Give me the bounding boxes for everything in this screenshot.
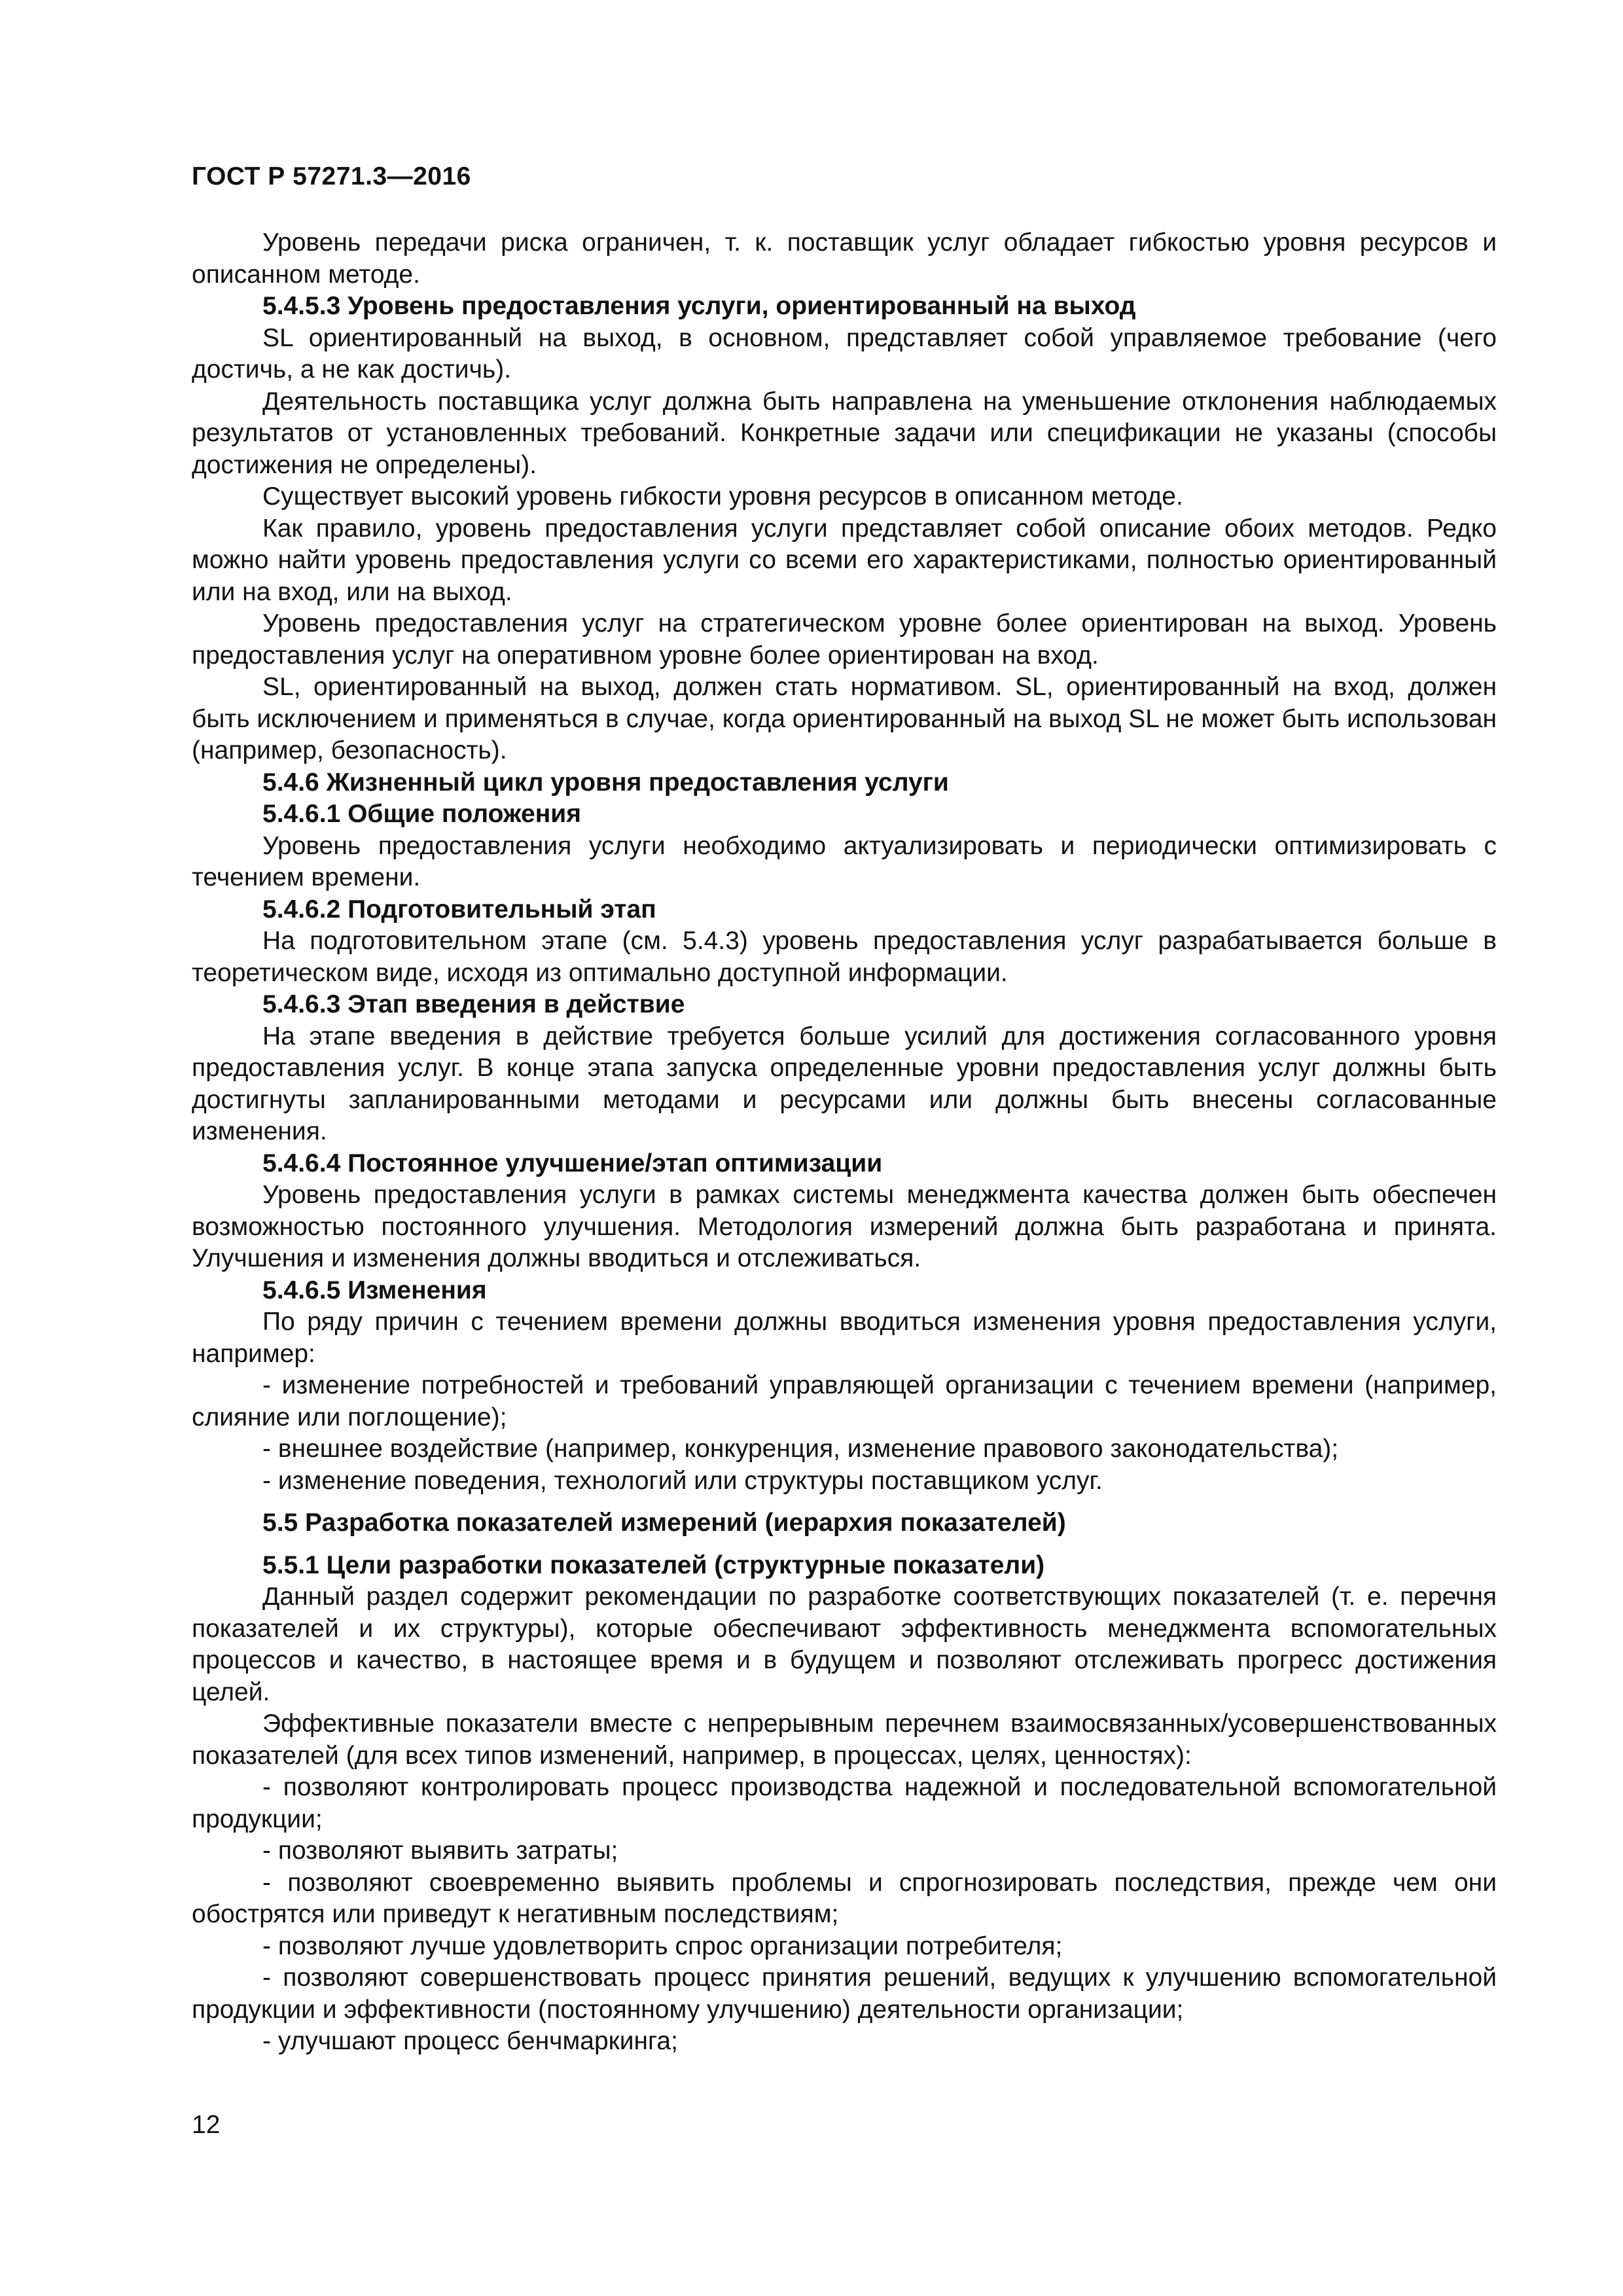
paragraph: Как правило, уровень предоставления услуги представляет собой описание обоих методов. Редко можно найти уровень предоставления услуги со всеми его характеристиками, полностью ориентированный или на вход, или на выход.: [192, 514, 1497, 606]
paragraph: Деятельность поставщика услуг должна быть направлена на уменьшение отклонения наблюдаемых результатов от установленных требований. Конкретные задачи или спецификации не указаны (способы достижения не определены).: [192, 387, 1497, 479]
paragraph: На подготовительном этапе (см. 5.4.3) уровень предоставления услуг разрабатывается больше в теоретическом виде, исходя из оптимально доступной информации.: [192, 927, 1497, 987]
section-heading: 5.4.6.3 Этап введения в действие: [262, 990, 685, 1018]
list-item: - улучшают процесс бенчмаркинга;: [262, 2027, 678, 2055]
list-item: - позволяют лучше удовлетворить спрос организации потребителя;: [262, 1931, 1063, 1960]
section-heading: 5.4.6 Жизненный цикл уровня предоставления услуги: [262, 768, 949, 797]
list-item: - позволяют своевременно выявить проблемы и спрогнозировать последствия, прежде чем они обострятся или приведут к негативным последствиям;: [192, 1868, 1497, 1928]
list-item: - позволяют выявить затраты;: [262, 1837, 618, 1865]
paragraph: Уровень передачи риска ограничен, т. к. поставщик услуг обладает гибкостью уровня ресурсов и описанном методе.: [192, 228, 1497, 289]
section-heading: 5.4.6.5 Изменения: [262, 1276, 487, 1304]
paragraph: На этапе введения в действие требуется больше усилий для достижения согласованного уровня предоставления услуг. В конце этапа запуска определенные уровни предоставления услуг должны быть достигнуты запланированными методами и ресурсами или должны быть внесены согласованные изменения.: [192, 1022, 1497, 1145]
paragraph: Уровень предоставления услуги в рамках системы менеджмента качества должен быть обеспечен возможностью постоянного улучшения. Методология измерений должна быть разработана и принята. Улучшения и изменения должны вводиться и отслеживаться.: [192, 1181, 1497, 1272]
paragraph: SL ориентированный на выход, в основном, представляет собой управляемое требование (чего достичь, а не как достичь).: [192, 323, 1497, 384]
paragraph: По ряду причин с течением времени должны вводиться изменения уровня предоставления услуги, например:: [192, 1308, 1497, 1368]
page-number: 12: [192, 2111, 221, 2139]
paragraph: Эффективные показатели вместе с непрерывным перечнем взаимосвязанных/усовершенствованных показателей (для всех типов изменений, например, в процессах, целях, ценностях):: [192, 1710, 1497, 1770]
paragraph: Данный раздел содержит рекомендации по разработке соответствующих показателей (т. е. перечня показателей и их структуры), которые обеспечивают эффективность менеджмента вспомогательных процессов и качество, в настоящее время и в будущем и позволяют отслеживать прогресс достижения целей.: [192, 1583, 1497, 1706]
paragraph: Уровень предоставления услуги необходимо актуализировать и периодически оптимизировать с течением времени.: [192, 831, 1497, 891]
paragraph: Уровень предоставления услуг на стратегическом уровне более ориентирован на выход. Уровень предоставления услуг на оперативном уровне более ориентирован на вход.: [192, 609, 1497, 670]
list-item: - позволяют контролировать процесс производства надежной и последовательной вспомогательной продукции;: [192, 1773, 1497, 1833]
section-heading: 5.5 Разработка показателей измерений (иерархия показателей): [262, 1509, 1066, 1537]
list-item: - изменение поведения, технологий или структуры поставщиком услуг.: [262, 1466, 1103, 1495]
section-heading: 5.4.5.3 Уровень предоставления услуги, ориентированный на выход: [262, 292, 1136, 320]
paragraph: SL, ориентированный на выход, должен стать нормативом. SL, ориентированный на вход, должен быть исключением и применяться в случае, когда ориентированный на выход SL не может быть использован (например, безопасность).: [192, 673, 1497, 764]
document-body: [192, 227, 1497, 2058]
list-item: - изменение потребностей и требований управляющей организации с течением времени (например, слияние или поглощение);: [192, 1371, 1497, 1431]
section-heading: 5.4.6.2 Подготовительный этап: [262, 895, 656, 924]
section-heading: 5.4.6.4 Постоянное улучшение/этап оптимизации: [262, 1149, 883, 1177]
section-heading: 5.5.1 Цели разработки показателей (структурные показатели): [262, 1551, 1045, 1579]
document-header: ГОСТ Р 57271.3—2016: [192, 162, 471, 190]
list-item: - внешнее воздействие (например, конкуренция, изменение правового законодательства);: [262, 1435, 1339, 1463]
paragraph: Существует высокий уровень гибкости уровня ресурсов в описанном методе.: [262, 482, 1183, 511]
section-heading: 5.4.6.1 Общие положения: [262, 800, 582, 828]
list-item: - позволяют совершенствовать процесс принятия решений, ведущих к улучшению вспомогательной продукции и эффективности (постоянному улучшению) деятельности организации;: [192, 1964, 1497, 2024]
